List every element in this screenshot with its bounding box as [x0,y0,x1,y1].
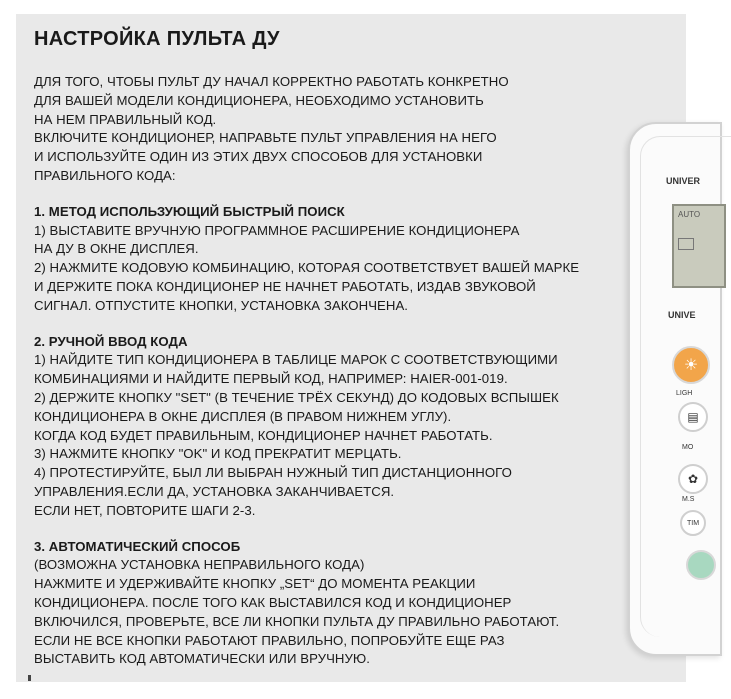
section-line: СИГНАЛ. ОТПУСТИТЕ КНОПКИ, УСТАНОВКА ЗАКОНЧЕНА. [34,297,409,313]
lcd-mode-text: AUTO [678,210,701,219]
section-heading: 3. АВТОМАТИЧЕСКИЙ СПОСОБ [34,538,241,554]
corner-mark [28,675,31,681]
section-line: НАЖМИТЕ И УДЕРЖИВАЙТЕ КНОПКУ „SET“ ДО МОМЕНТА РЕАКЦИИ [34,576,476,592]
remote-timer-button: TIM [680,510,706,536]
section-line: ЕСЛИ НЕ ВСЕ КНОПКИ РАБОТАЮТ ПРАВИЛЬНО, ПОПРОБУЙТЕ ЕЩЕ РАЗ [34,632,505,648]
remote-ms-label: M.S [682,496,695,503]
remote-lcd-display [672,204,726,288]
section-manual-code [34,333,634,521]
section-automatic [34,538,634,670]
section-line: УПРАВЛЕНИЯ.ЕСЛИ ДА, УСТАНОВКА ЗАКАНЧИВАЕТСЯ. [34,483,395,499]
intro-line: ПРАВИЛЬНОГО КОДА: [34,167,176,183]
fan-icon: ✿ [678,464,708,494]
section-line: ЕСЛИ НЕТ, ПОВТОРИТЕ ШАГИ 2-3. [34,502,256,518]
section-line: КОНДИЦИОНЕРА В ОКНЕ ДИСПЛЕЯ (В ПРАВОМ НИЖНЕМ УГЛУ). [34,408,452,424]
section-line: КОГДА КОД БУДЕТ ПРАВИЛЬНЫМ, КОНДИЦИОНЕР НАЧНЕТ РАБОТАТЬ. [34,427,493,443]
section-line: 1) НАЙДИТЕ ТИП КОНДИЦИОНЕРА В ТАБЛИЦЕ МАРОК С СООТВЕТСТВУЮЩИМИ [34,352,558,368]
intro-paragraph [34,73,634,186]
lightbulb-icon: ☀ [672,346,710,384]
remote-mode-label: MO [682,444,694,451]
section-line: НА ДУ В ОКНЕ ДИСПЛЕЯ. [34,241,199,257]
section-heading: 2. РУЧНОЙ ВВОД КОДА [34,333,188,349]
section-line: ВЫСТАВИТЬ КОД АВТОМАТИЧЕСКИ ИЛИ ВРУЧНУЮ. [34,651,370,667]
section-line: 1) ВЫСТАВИТЕ ВРУЧНУЮ ПРОГРАММНОЕ РАСШИРЕНИЕ КОНДИЦИОНЕРА [34,222,520,238]
section-line: 3) НАЖМИТЕ КНОПКУ "OK" И КОД ПРЕКРАТИТ МЕРЦАТЬ. [34,446,402,462]
instruction-text [34,28,634,669]
section-quick-search [34,203,634,316]
section-heading: 1. МЕТОД ИСПОЛЬЗУЮЩИЙ БЫСТРЫЙ ПОИСК [34,203,345,219]
section-line: ВКЛЮЧИЛСЯ, ПРОВЕРЬТЕ, ВСЕ ЛИ КНОПКИ ПУЛЬТА ДУ ПРАВИЛЬНО РАБОТАЮТ. [34,613,560,629]
section-line: (ВОЗМОЖНА УСТАНОВКА НЕПРАВИЛЬНОГО КОДА) [34,557,365,573]
remote-green-button [686,550,716,580]
remote-control-image [628,122,722,656]
section-line: 2) НАЖМИТЕ КОДОВУЮ КОМБИНАЦИЮ, КОТОРАЯ СООТВЕТСТВУЕТ ВАШЕЙ МАРКЕ [34,260,580,276]
intro-line: ДЛЯ ВАШЕЙ МОДЕЛИ КОНДИЦИОНЕРА, НЕОБХОДИМО УСТАНОВИТЬ [34,92,484,108]
instruction-sheet [16,14,701,682]
section-line: 4) ПРОТЕСТИРУЙТЕ, БЫЛ ЛИ ВЫБРАН НУЖНЫЙ ТИП ДИСТАНЦИОННОГО [34,465,512,481]
section-line: 2) ДЕРЖИТЕ КНОПКУ "SET" (В ТЕЧЕНИЕ ТРЁХ СЕКУНД) ДО КОДОВЫХ ВСПЫШЕК [34,389,559,405]
intro-line: И ИСПОЛЬЗУЙТЕ ОДИН ИЗ ЭТИХ ДВУХ СПОСОБОВ ДЛЯ УСТАНОВКИ [34,149,483,165]
section-line: И ДЕРЖИТЕ ПОКА КОНДИЦИОНЕР НЕ НАЧНЕТ РАБОТАТЬ, ИЗДАВ ЗВУКОВОЙ [34,278,536,294]
intro-line: ВКЛЮЧИТЕ КОНДИЦИОНЕР, НАПРАВЬТЕ ПУЛЬТ УПРАВЛЕНИЯ НА НЕГО [34,130,497,146]
page-title: НАСТРОЙКА ПУЛЬТА ДУ [34,28,280,50]
remote-brand-label-2: UNIVE [668,310,696,320]
mode-icon: ▤ [678,402,708,432]
intro-line: ДЛЯ ТОГО, ЧТОБЫ ПУЛЬТ ДУ НАЧАЛ КОРРЕКТНО РАБОТАТЬ КОНКРЕТНО [34,74,509,89]
intro-line: НА НЕМ ПРАВИЛЬНЫЙ КОД. [34,111,217,127]
remote-light-label: LIGH [676,390,693,397]
lcd-mode-icon [678,238,694,250]
section-line: КОМБИНАЦИЯМИ И НАЙДИТЕ ПЕРВЫЙ КОД, НАПРИМЕР: HAIER-001-019. [34,371,508,387]
section-line: КОНДИЦИОНЕРА. ПОСЛЕ ТОГО КАК ВЫСТАВИЛСЯ КОД И КОНДИЦИОНЕР [34,594,512,610]
remote-brand-label: UNIVER [666,176,701,186]
